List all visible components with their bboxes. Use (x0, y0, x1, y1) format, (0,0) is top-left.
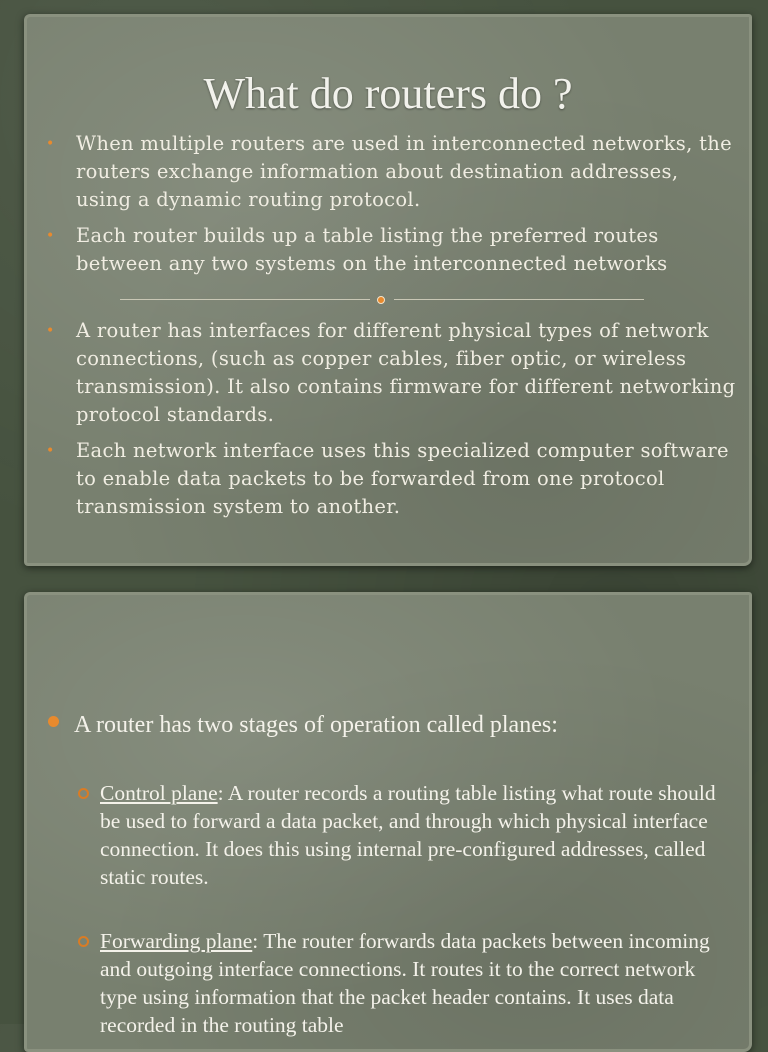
bullet-list-bottom (46, 317, 736, 529)
divider-line-left (120, 299, 370, 300)
term-control-plane: Control plane (100, 781, 218, 805)
sub-bullet-ring-icon (78, 788, 89, 799)
bullet-item (46, 437, 736, 521)
bullet-text: Each network interface uses this specialized computer software to enable data packets to be forwarded from one protocol transmission system to another. (76, 439, 729, 518)
bullet-dot-icon: • (46, 136, 55, 152)
bullet-dot-icon: • (46, 228, 55, 244)
section-divider (120, 296, 644, 304)
main-bullet-text: A router has two stages of operation called planes: (74, 712, 558, 738)
bullet-dot-icon: • (46, 443, 55, 459)
sub-bullet-control-plane (100, 779, 720, 891)
divider-knob-icon (377, 296, 385, 304)
bullet-item (46, 317, 736, 429)
main-bullet (74, 710, 734, 740)
sub-bullet-ring-icon (78, 936, 89, 947)
term-forwarding-plane: Forwarding plane (100, 929, 253, 953)
bullet-dot-icon (48, 716, 59, 727)
bullet-text: When multiple routers are used in interconnected networks, the routers exchange information about destination addresses, using a dynamic routing protocol. (76, 132, 732, 211)
forwarding-plane-text: : The router forwards data packets between incoming and outgoing interface connections. It routes it to the correct network type using information that the packet header contains. It uses data recorded in the routing table (100, 929, 710, 1037)
divider-line-right (394, 299, 644, 300)
bullet-item (46, 130, 736, 214)
bullet-list-top (46, 130, 736, 286)
control-plane-text: : A router records a routing table listing what route should be used to forward a data packet, and through which physical interface connection. It does this using internal pre-configured addresses, called static routes. (100, 781, 716, 889)
bullet-text: A router has interfaces for different physical types of network connections, (such as copper cables, fiber optic, or wireless transmission). It also contains firmware for different networking protocol standards. (76, 319, 736, 426)
slide-1 (24, 14, 752, 566)
bullet-dot-icon: • (46, 323, 55, 339)
bullet-text: Each router builds up a table listing the preferred routes between any two systems on the interconnected networks (76, 224, 668, 275)
slide-2 (24, 592, 752, 1052)
slide-title: What do routers do ? (203, 69, 573, 118)
sub-bullet-forwarding-plane (100, 927, 720, 1039)
bullet-item (46, 222, 736, 278)
